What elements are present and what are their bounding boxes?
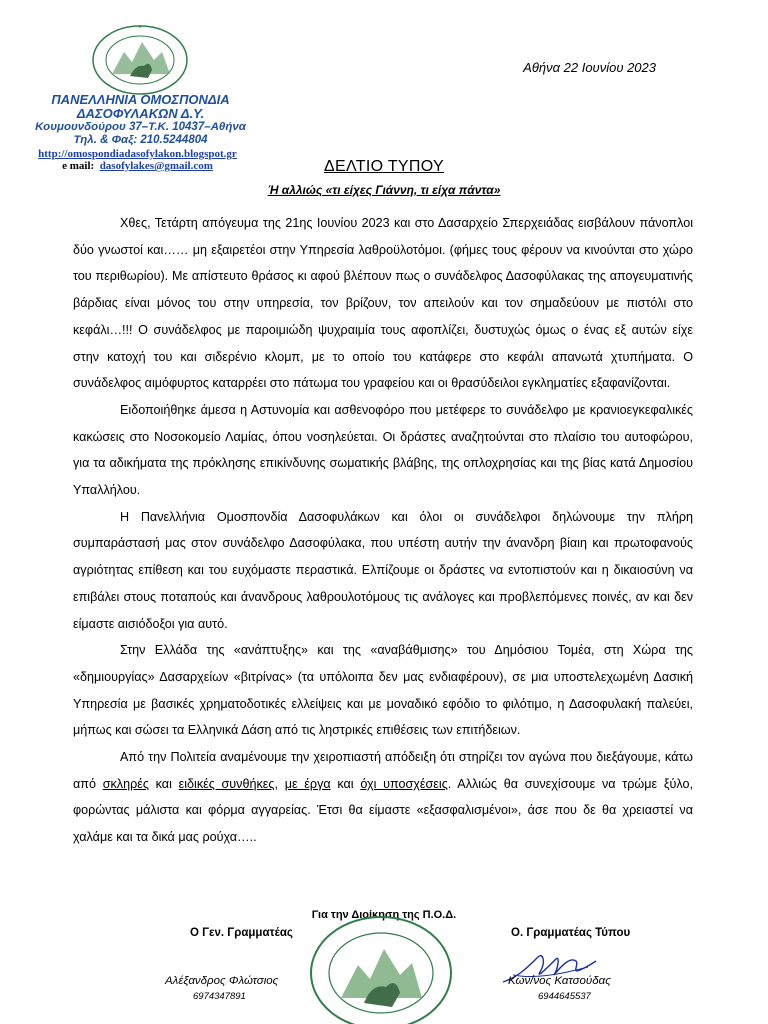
document-body — [73, 210, 693, 851]
paragraph-5 — [73, 744, 693, 851]
p5-underline-1: σκληρές — [102, 776, 149, 791]
page-subtitle — [0, 183, 768, 197]
paragraph-1: Χθες, Τετάρτη απόγευμα της 21ης Ιουνίου 2023 και στο Δασαρχείο Σπερχειάδας εισβάλουν πάνοπλοι δύο γνωστοί και…… μη εξαιρετέοι στην Υπηρεσία λαθροϋλοτόμοι. (φήμες τους φέρουν να κινούνται στο χώρο του περιθωρίου). Με απίστευτο θράσος κι αφού βλέπουν πως ο συνάδελφος Δασοφύλακας της απογευματινής βάρδιας είναι μόνος του στην υπηρεσία, τον βρίζουν, τον απειλούν και τον σημαδεύουν με πιστόλι στο κεφάλι…!!! Ο συνάδελφος με παροιμιώδη ψυχραιμία τους αφοπλίζει, δυστυχώς όμως ο ένας εξ αυτών είχε στην κατοχή του και σιδερένιο κλομπ, με το οποίο του κατάφερε στο κεφάλι απανωτά χτυπήματα. Ο συνάδελφος αιμόφυρτος καταρρέει στο πάτωμα του γραφείου και οι θρασύδειλοι εγκληματίες εξαφανίζονται. — [73, 216, 693, 391]
paragraph-3: Η Πανελλήνια Ομοσπονδία Δασοφυλάκων και όλοι οι συνάδελφοι δηλώνουμε την πλήρη συμπαράστασή μας στον συνάδελφο Δασοφύλακα, που υπέστη αυτήν την άνανδρη βίαιη και πρωτοφανούς αγριότητας επίθεση και του ευχόμαστε περαστικά. Ελπίζουμε οι δράστες να εντοπιστούν και η δικαιοσύνη να επιβάλει στους ποταπούς και άνανδρους λαθρουλοτόμους τις ανάλογες και προβλεπόμενες ποινές, αν και δεν είμαστε αισιόδοξοι για αυτό. — [73, 509, 693, 631]
paragraph-2: Ειδοποιήθηκε άμεσα η Αστυνομία και ασθενοφόρο που μετέφερε το συνάδελφο με κρανιοεγκεφαλικές κακώσεις στο Νοσοκομείο Λαμίας, όπου νοσηλεύεται. Οι δράστες αναζητούνται στο πλαίσιο του αυτοφώρου, για τα αδικήματα της πρόκλησης επικίνδυνης σωματικής βλάβης, της οπλοχρησίας και της βίας κατά Δημοσίου Υπαλλήλου. — [73, 402, 693, 498]
organization-name — [28, 93, 253, 147]
org-address: Κουμουνδούρου 37–Τ.Κ. 10437–Αθήνα — [35, 121, 246, 133]
p5-underline-3: με έργα — [284, 776, 331, 791]
p5-underline-2: ειδικές συνθήκες — [178, 776, 275, 791]
general-secretary-title: Ο Γεν. Γραμματέας — [190, 927, 293, 939]
paragraph-4: Στην Ελλάδα της «ανάπτυξης» και της «αναβάθμισης» του Δημόσιου Τομέα, στη Χώρα της «δημιουργίας» Δασαρχείων «βιτρίνας» (τα υπόλοιπα δεν μας ενδιαφέρουν), σε μια υποστελεχωμένη Δασική Υπηρεσία με βασικές χρηματοδοτικές ελλείψεις και με μοναδικό εφόδιο το φιλότιμο, η Δασοφυλακή παλεύει, μήπως και σώσει τα Ελληνικά Δάση από τις ληστρικές επιθέσεις των επιτήδειων. — [73, 643, 693, 738]
page-title — [0, 158, 768, 176]
p5-underline-4: όχι υποσχέσεις — [360, 776, 448, 791]
email-label: e mail: — [62, 160, 95, 172]
organization-stamp — [296, 913, 466, 1024]
general-secretary-phone: 6974347891 — [193, 991, 246, 1002]
press-secretary-name: Κων/νος Κατσούδας — [508, 975, 611, 987]
organization-logo — [90, 24, 190, 96]
administration-line: Για την Διοίκηση της Π.Ο.Δ. — [311, 909, 457, 921]
p5-text-a: Από την Πολιτεία αναμένουμε την χειροπιαστή απόδειξη ότι στηρίζει τον αγώνα που διεξάγουμε, κάτω από — [73, 750, 693, 791]
org-name-line1: ΠΑΝΕΛΛΗΝΙΑ ΟΜΟΣΠΟΝΔΙΑ — [51, 92, 230, 107]
title-text: ΔΕΛΤΙΟ ΤΥΠΟΥ — [324, 158, 444, 175]
p5-text-c: , — [274, 776, 285, 791]
document-date: Αθήνα 22 Ιουνίου 2023 — [523, 60, 656, 75]
p5-text-b: και — [148, 776, 179, 791]
general-secretary-name: Αλέξανδρος Φλώτσιος — [165, 975, 279, 987]
org-name-line2: ΔΑΣΟΦΥΛΑΚΩΝ Δ.Υ. — [76, 106, 205, 121]
email-link[interactable]: dasofylakes@gmail.com — [99, 160, 213, 172]
press-secretary-phone: 6944645537 — [538, 991, 591, 1002]
org-phone-fax: Τηλ. & Φαξ: 210.5244804 — [73, 134, 208, 146]
press-secretary-signature — [498, 937, 598, 997]
p5-text-e: . Αλλιώς θα συνεχίσουμε να τρώμε ξύλο, φορώντας μάλιστα και φόρμα αγγαρείας. Έτσι θα είμαστε «εξασφαλισμένοι», άσε που δε θα χρειαστεί να χαλάμε και τα δικά μας ρούχα….. — [73, 776, 693, 845]
press-secretary-title: Ο. Γραμματέας Τύπου — [511, 927, 631, 939]
subtitle-text: Ή αλλιώς «τι είχες Γιάννη, τι είχα πάντα» — [267, 183, 501, 197]
p5-text-d: και — [330, 776, 361, 791]
website-link[interactable]: http://omospondiadasofylakon.blogspot.gr — [38, 148, 237, 160]
